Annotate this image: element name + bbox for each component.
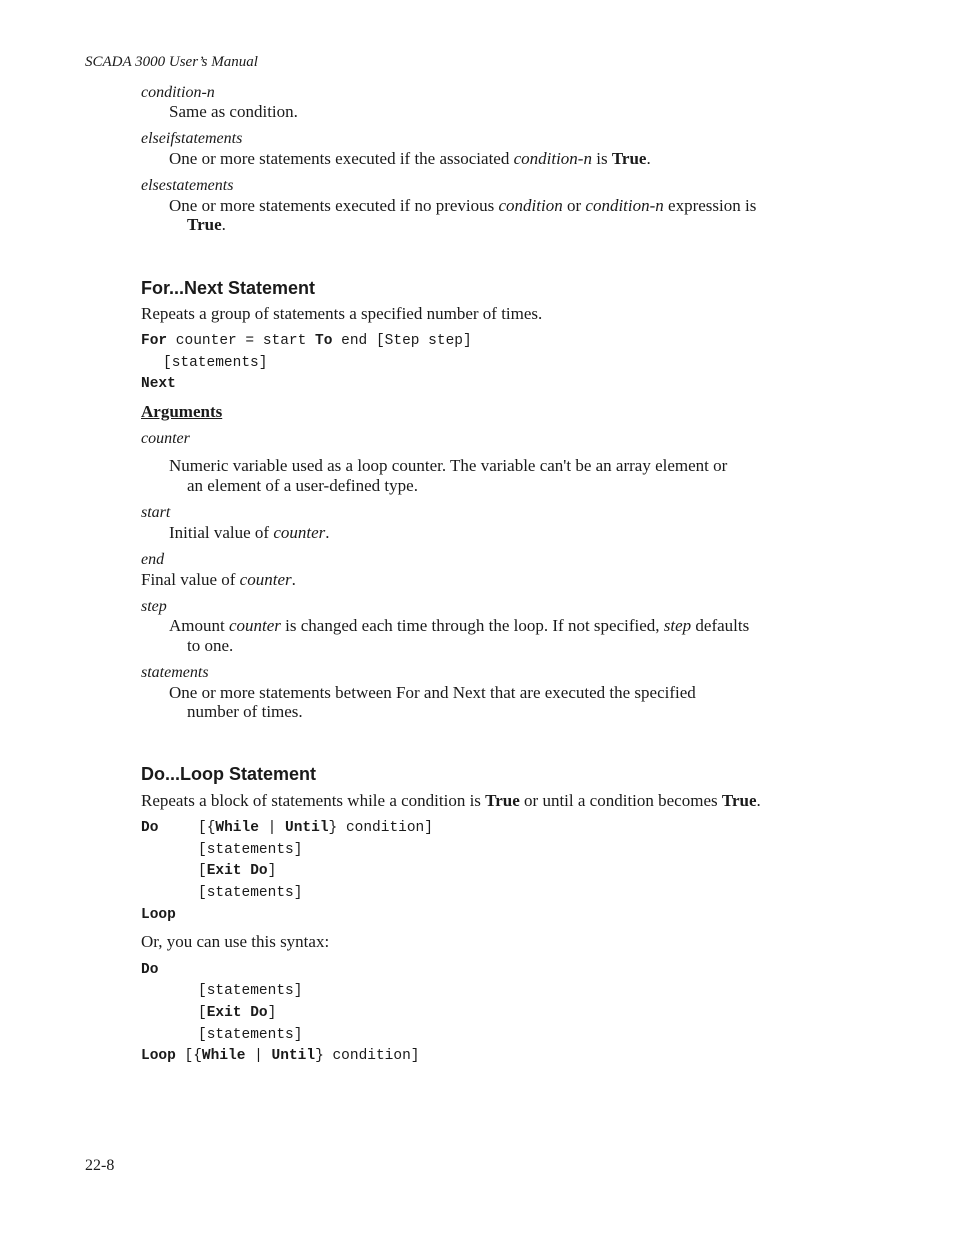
for-syntax-line-3: Next <box>141 376 176 392</box>
do-syntax1-loop-keyword: Loop <box>141 907 176 923</box>
section-heading-do-loop: Do...Loop Statement <box>141 764 316 784</box>
running-header: SCADA 3000 User’s Manual <box>85 54 258 70</box>
arg-desc-counter-cont: an element of a user-defined type. <box>187 476 418 495</box>
arguments-heading: Arguments <box>141 402 223 421</box>
for-syntax-line-2: [statements] <box>163 355 268 371</box>
do-syntax1-line-4: [statements] <box>198 885 303 901</box>
do-syntax2-line-5: Loop [{While | Until} condition] <box>141 1048 420 1064</box>
do-syntax2-line-4: [statements] <box>198 1027 303 1043</box>
arg-desc-statements: One or more statements between For and Next that are executed the specified <box>169 683 696 702</box>
arg-desc-statements-cont: number of times. <box>187 702 303 721</box>
page-number: 22-8 <box>85 1157 115 1174</box>
do-loop-alt-syntax-note: Or, you can use this syntax: <box>141 932 330 951</box>
arg-term-step: step <box>141 598 167 615</box>
do-syntax1-line-1: [{While | Until} condition] <box>198 820 433 836</box>
arg-term-end: end <box>141 551 165 568</box>
arg-term-counter: counter <box>141 430 190 447</box>
for-next-intro: Repeats a group of statements a specified number of times. <box>141 304 543 323</box>
arg-desc-condition-n: Same as condition. <box>169 102 298 121</box>
arg-term-statements: statements <box>141 664 209 681</box>
arg-desc-start: Initial value of counter. <box>169 523 330 542</box>
arg-desc-step-cont: to one. <box>187 636 234 655</box>
arg-term-elseifstatements: elseifstatements <box>141 130 243 147</box>
for-syntax-line-1: For counter = start To end [Step step] <box>141 333 472 349</box>
arg-term-elsestatements: elsestatements <box>141 177 234 194</box>
arg-term-condition-n: condition-n <box>141 84 215 101</box>
do-syntax2-line-3: [Exit Do] <box>198 1005 277 1021</box>
do-syntax1-line-2: [statements] <box>198 842 303 858</box>
section-heading-for-next: For...Next Statement <box>141 278 316 298</box>
arg-desc-step: Amount counter is changed each time through the loop. If not specified, step defaults <box>169 616 750 635</box>
do-syntax2-line-2: [statements] <box>198 983 303 999</box>
arg-desc-end: Final value of counter. <box>141 570 296 589</box>
arg-desc-elsestatements-cont: True. <box>187 215 226 234</box>
arg-desc-counter: Numeric variable used as a loop counter. The variable can't be an array element or <box>169 456 728 475</box>
do-syntax1-line-3: [Exit Do] <box>198 863 277 879</box>
do-loop-intro: Repeats a block of statements while a condition is True or until a condition becomes True. <box>141 791 761 810</box>
arg-desc-elsestatements: One or more statements executed if no previous condition or condition-n expression is <box>169 196 757 215</box>
do-syntax2-do-keyword: Do <box>141 962 159 978</box>
do-syntax1-do-keyword: Do <box>141 820 159 836</box>
arg-term-start: start <box>141 504 171 521</box>
arg-desc-elseifstatements: One or more statements executed if the associated condition-n is True. <box>169 149 651 168</box>
